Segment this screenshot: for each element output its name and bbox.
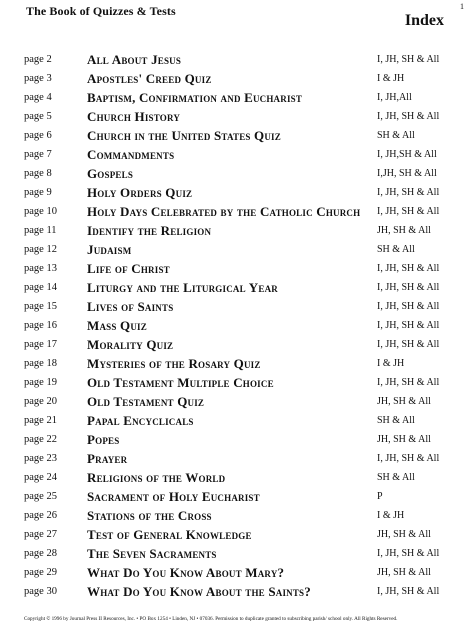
entry-page: page 23 [24,453,57,464]
entry-level: JH, SH & All [377,225,431,236]
entry-level: SH & All [377,472,415,483]
index-entry [0,202,467,221]
entry-page: page 22 [24,434,57,445]
entry-page: page 6 [24,130,52,141]
entry-level: SH & All [377,130,415,141]
index-entry [0,373,467,392]
entry-title: Church in the United States Quiz [87,128,281,143]
entry-page: page 18 [24,358,57,369]
index-entry [0,316,467,335]
entry-page: page 3 [24,73,52,84]
index-entry [0,259,467,278]
entry-page: page 30 [24,586,57,597]
entry-page: page 10 [24,206,57,217]
entry-title: Holy Days Celebrated by the Catholic Church [87,204,361,219]
entry-page: page 16 [24,320,57,331]
index-entry [0,563,467,582]
entry-page: page 20 [24,396,57,407]
entry-level: I, JH, SH & All [377,187,440,198]
index-entry [0,221,467,240]
index-entry [0,240,467,259]
entry-level: I, JH, SH & All [377,548,440,559]
entry-title: Prayer [87,451,128,466]
entry-page: page 11 [24,225,57,236]
index-entry [0,411,467,430]
copyright-notice: Copyright © 1996 by Journal Press II Resources, Inc. • PO Box 1254 • Linden, NJ • 07036. Permission to duplicate granted to subscribing parish/ school only. All Rights Reserved. [24,616,398,622]
entry-title: Identify the Religion [87,223,212,238]
index-list [0,50,467,601]
index-entry [0,449,467,468]
entry-page: page 5 [24,111,52,122]
entry-level: I,JH, SH & All [377,168,437,179]
entry-level: I, JH,SH & All [377,149,437,160]
entry-page: page 29 [24,567,57,578]
entry-title: The Seven Sacraments [87,546,217,561]
entry-title: Test of General Knowledge [87,527,252,542]
entry-level: I & JH [377,73,405,84]
entry-level: I, JH, SH & All [377,320,440,331]
index-entry [0,392,467,411]
entry-page: page 27 [24,529,57,540]
page-number: 1 [460,2,464,11]
entry-title: Morality Quiz [87,337,174,352]
entry-title: Old Testament Multiple Choice [87,375,274,390]
entry-title: Church History [87,109,181,124]
index-entry [0,335,467,354]
entry-title: Judaism [87,242,132,257]
entry-page: page 12 [24,244,57,255]
entry-level: I, JH,All [377,92,412,103]
entry-title: Commandments [87,147,175,162]
entry-level: JH, SH & All [377,567,431,578]
entry-level: JH, SH & All [377,529,431,540]
entry-page: page 17 [24,339,57,350]
index-entry [0,487,467,506]
entry-level: I & JH [377,510,405,521]
entry-page: page 7 [24,149,52,160]
entry-title: Religions of the World [87,470,226,485]
entry-title: Stations of the Cross [87,508,212,523]
entry-title: Popes [87,432,120,447]
index-entry [0,107,467,126]
entry-title: Old Testament Quiz [87,394,205,409]
entry-title: Apostles' Creed Quiz [87,71,212,86]
entry-title: Lives of Saints [87,299,174,314]
entry-title: What Do You Know About the Saints? [87,584,311,599]
entry-level: I & JH [377,358,405,369]
entry-title: Holy Orders Quiz [87,185,193,200]
index-entry [0,430,467,449]
index-entry [0,278,467,297]
index-entry [0,126,467,145]
entry-level: I, JH, SH & All [377,453,440,464]
entry-page: page 25 [24,491,57,502]
entry-level: I, JH, SH & All [377,111,440,122]
book-title: The Book of Quizzes & Tests [26,4,176,18]
entry-page: page 26 [24,510,57,521]
index-entry [0,50,467,69]
index-entry [0,468,467,487]
index-entry [0,582,467,601]
entry-level: JH, SH & All [377,396,431,407]
entry-title: Liturgy and the Liturgical Year [87,280,278,295]
index-entry [0,297,467,316]
entry-page: page 21 [24,415,57,426]
index-entry [0,183,467,202]
index-entry [0,145,467,164]
entry-level: I, JH, SH & All [377,282,440,293]
entry-page: page 19 [24,377,57,388]
index-entry [0,69,467,88]
entry-level: SH & All [377,415,415,426]
entry-level: I, JH, SH & All [377,263,440,274]
entry-title: Sacrament of Holy Eucharist [87,489,260,504]
entry-page: page 13 [24,263,57,274]
entry-page: page 28 [24,548,57,559]
entry-page: page 4 [24,92,52,103]
entry-level: SH & All [377,244,415,255]
index-heading: Index [404,12,444,29]
entry-page: page 14 [24,282,57,293]
entry-title: What Do You Know About Mary? [87,565,285,580]
entry-level: I, JH, SH & All [377,377,440,388]
entry-level: I, JH, SH & All [377,301,440,312]
index-entry [0,354,467,373]
entry-page: page 24 [24,472,57,483]
entry-level: I, JH, SH & All [377,206,440,217]
index-entry [0,164,467,183]
entry-level: JH, SH & All [377,434,431,445]
entry-level: I, JH, SH & All [377,339,440,350]
index-entry [0,544,467,563]
entry-level: I, JH, SH & All [377,586,440,597]
entry-title: Mass Quiz [87,318,147,333]
entry-title: Life of Christ [87,261,170,276]
entry-page: page 9 [24,187,52,198]
entry-title: Gospels [87,166,134,181]
entry-title: Mysteries of the Rosary Quiz [87,356,261,371]
index-entry [0,88,467,107]
entry-level: P [377,491,383,502]
entry-title: Papal Encyclicals [87,413,194,428]
entry-page: page 8 [24,168,52,179]
entry-page: page 15 [24,301,57,312]
entry-level: I, JH, SH & All [377,54,440,65]
index-entry [0,525,467,544]
entry-title: Baptism, Confirmation and Eucharist [87,90,303,105]
index-entry [0,506,467,525]
entry-page: page 2 [24,54,52,65]
entry-title: All About Jesus [87,52,182,67]
